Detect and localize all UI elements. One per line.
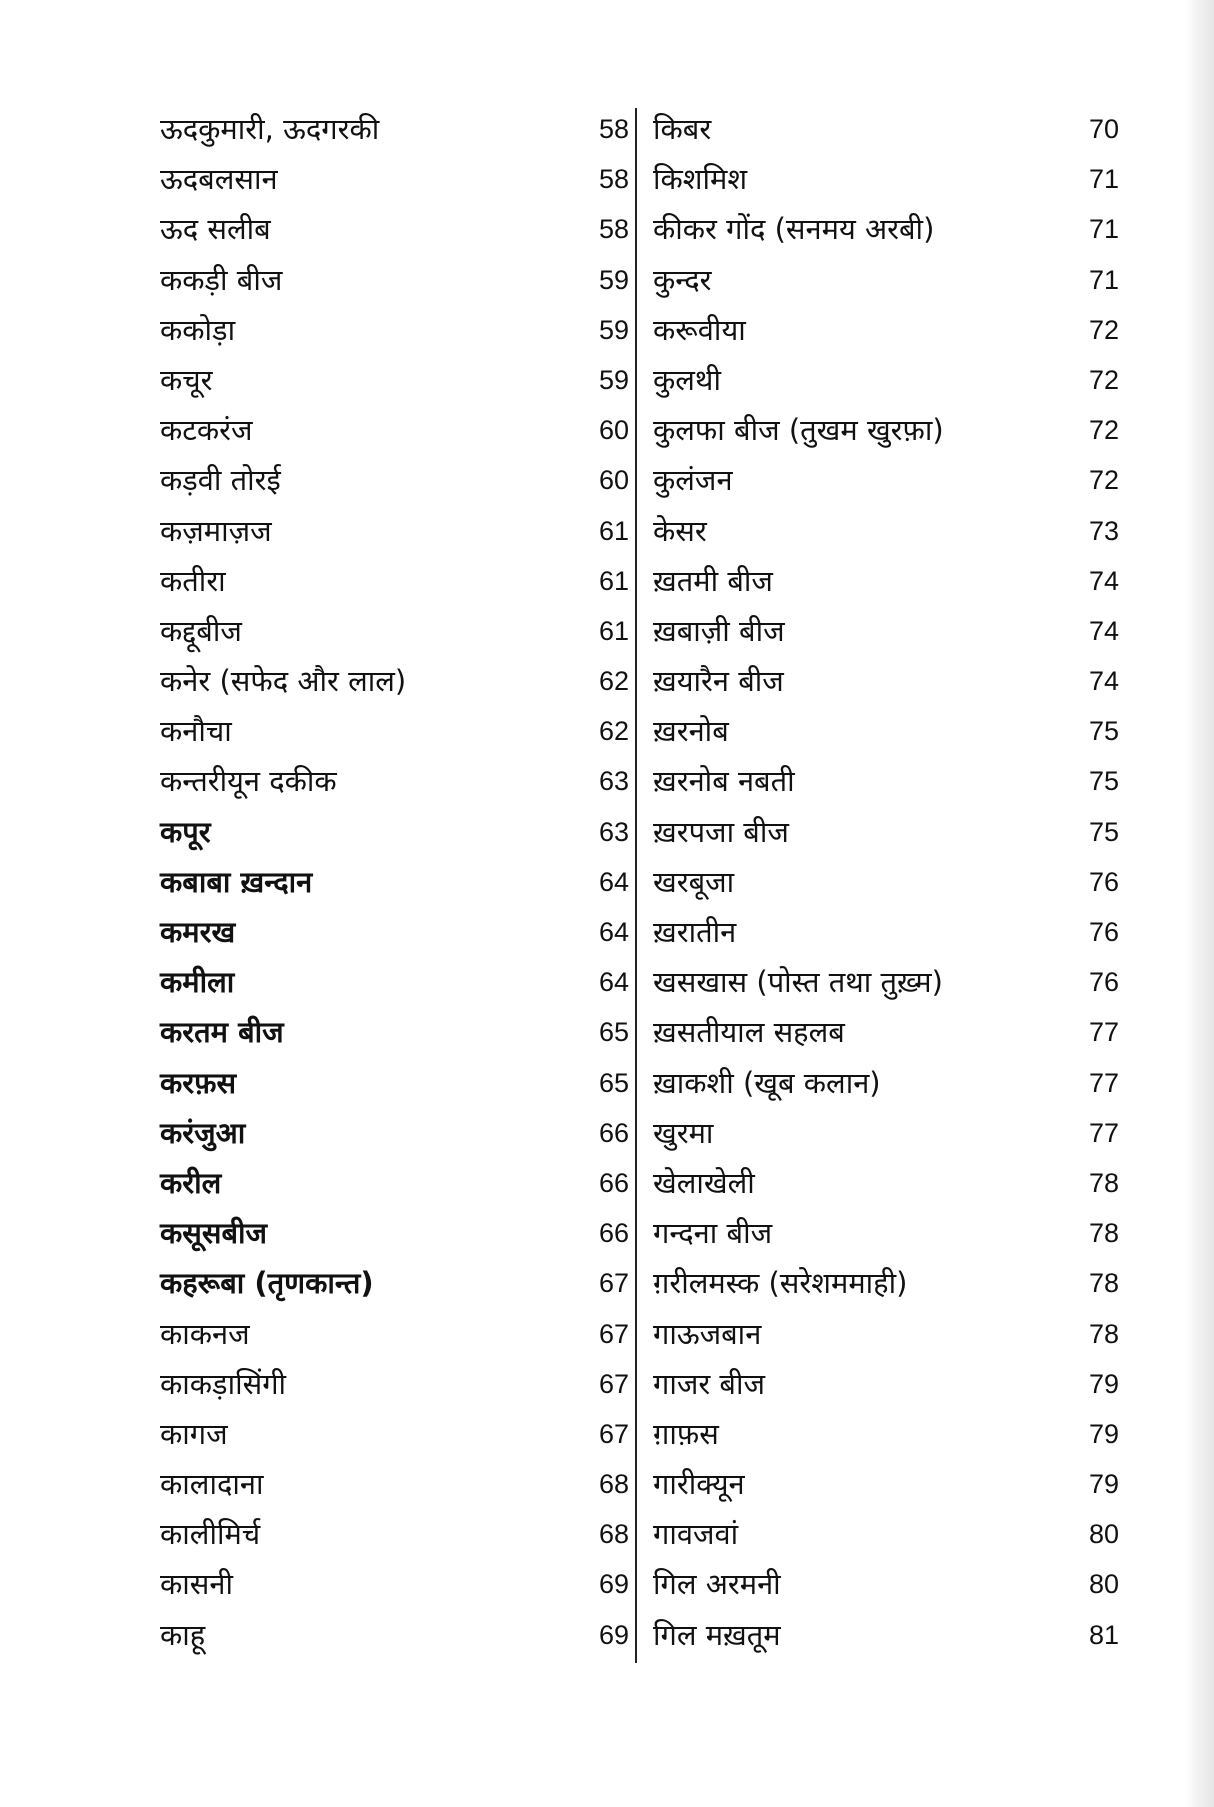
right-page-number: 79 bbox=[1088, 1368, 1119, 1399]
left-term: कड़वी तोरई bbox=[160, 463, 281, 498]
left-term: कटकरंज bbox=[160, 413, 253, 448]
right-term: ग़ाफ़स bbox=[653, 1416, 719, 1451]
right-term: ख़बाज़ी बीज bbox=[653, 613, 785, 648]
left-page-number: 66 bbox=[598, 1117, 629, 1148]
left-page-number: 61 bbox=[598, 515, 629, 546]
index-row bbox=[0, 1059, 1214, 1109]
right-term: ख़रनोब नबती bbox=[653, 764, 795, 799]
index-row bbox=[0, 1159, 1214, 1209]
right-page-number: 78 bbox=[1088, 1268, 1119, 1299]
right-page-number: 77 bbox=[1088, 1017, 1119, 1048]
index-row bbox=[0, 1310, 1214, 1360]
left-page-number: 69 bbox=[598, 1569, 629, 1600]
right-page-number: 72 bbox=[1088, 465, 1119, 496]
right-page-number: 79 bbox=[1088, 1418, 1119, 1449]
left-page-number: 61 bbox=[598, 565, 629, 596]
right-term: ख़ाकशी (खूब कलान) bbox=[653, 1065, 881, 1100]
left-term: ऊद सलीब bbox=[160, 212, 271, 247]
index-row bbox=[0, 356, 1214, 406]
right-page-number: 72 bbox=[1088, 314, 1119, 345]
index-row bbox=[0, 1560, 1214, 1610]
right-term: ख़रातीन bbox=[653, 915, 737, 949]
index-row bbox=[0, 808, 1214, 858]
right-term: गिल अरमनी bbox=[653, 1567, 781, 1602]
left-page-number: 62 bbox=[598, 666, 629, 697]
left-term: ऊदकुमारी, ऊदगरकी bbox=[160, 112, 380, 146]
right-term: कुन्दर bbox=[653, 262, 712, 297]
left-page-number: 68 bbox=[598, 1519, 629, 1550]
right-page-number: 71 bbox=[1088, 164, 1119, 195]
left-page-number: 64 bbox=[598, 967, 629, 998]
right-term: खसखास (पोस्त तथा तुख़्म) bbox=[653, 965, 943, 1000]
index-row bbox=[0, 205, 1214, 255]
right-term: केसर bbox=[653, 513, 707, 548]
left-page-number: 58 bbox=[598, 114, 629, 144]
left-page-number: 64 bbox=[598, 866, 629, 897]
left-term: कतीरा bbox=[160, 563, 226, 598]
left-page-number: 69 bbox=[598, 1619, 629, 1650]
left-term: कालादाना bbox=[160, 1467, 264, 1502]
left-term: कहरूबा (तृणकान्त) bbox=[160, 1266, 374, 1301]
right-page-number: 78 bbox=[1088, 1167, 1119, 1198]
right-page-number: 74 bbox=[1088, 666, 1119, 697]
left-page-number: 65 bbox=[598, 1067, 629, 1098]
right-term: गन्दना बीज bbox=[653, 1216, 773, 1251]
left-page-number: 66 bbox=[598, 1167, 629, 1198]
left-page-number: 58 bbox=[598, 214, 629, 245]
left-page-number: 59 bbox=[598, 264, 629, 295]
index-row bbox=[0, 1008, 1214, 1058]
right-page-number: 78 bbox=[1088, 1318, 1119, 1349]
left-page-number: 60 bbox=[598, 465, 629, 496]
index-row bbox=[0, 958, 1214, 1008]
left-page-number: 63 bbox=[598, 816, 629, 847]
right-term: खेलाखेली bbox=[653, 1165, 755, 1200]
left-page-number: 61 bbox=[598, 615, 629, 646]
index-row bbox=[0, 1611, 1214, 1661]
column-divider bbox=[635, 108, 637, 1663]
right-term: किशमिश bbox=[653, 162, 748, 197]
left-term: कज़माज़ज bbox=[160, 513, 272, 548]
index-row bbox=[0, 1510, 1214, 1560]
right-term: कुलथी bbox=[653, 362, 721, 397]
left-page-number: 62 bbox=[598, 716, 629, 747]
right-term: कुलफा बीज (तुखम खुरफ़ा) bbox=[653, 413, 944, 448]
right-term: खरबूजा bbox=[653, 864, 735, 899]
left-term: करंजुआ bbox=[160, 1115, 246, 1150]
right-page-number: 80 bbox=[1088, 1519, 1119, 1550]
index-list bbox=[0, 105, 1214, 1661]
index-row bbox=[0, 757, 1214, 807]
right-page-number: 76 bbox=[1088, 967, 1119, 998]
left-page-number: 67 bbox=[598, 1368, 629, 1399]
left-term: कमरख bbox=[160, 915, 236, 949]
right-page-number: 76 bbox=[1088, 917, 1119, 947]
index-row bbox=[0, 1460, 1214, 1510]
left-page-number: 59 bbox=[598, 314, 629, 345]
right-term: गारीक्यून bbox=[653, 1467, 745, 1502]
left-page-number: 63 bbox=[598, 766, 629, 797]
right-page-number: 77 bbox=[1088, 1067, 1119, 1098]
left-term: करफ़स bbox=[160, 1065, 237, 1100]
right-term: ख़सतीयाल सहलब bbox=[653, 1015, 845, 1050]
left-term: कासनी bbox=[160, 1567, 233, 1602]
right-page-number: 75 bbox=[1088, 816, 1119, 847]
right-term: ख़यारैन बीज bbox=[653, 664, 784, 699]
left-term: कसूसबीज bbox=[160, 1216, 268, 1251]
right-term: किबर bbox=[653, 112, 712, 146]
right-term: ग़रीलमस्क (सरेशममाही) bbox=[653, 1266, 908, 1301]
right-term: गाजर बीज bbox=[653, 1366, 766, 1401]
left-term: कन्तरीयून दकीक bbox=[160, 764, 337, 799]
left-term: कनौचा bbox=[160, 714, 232, 749]
index-row bbox=[0, 306, 1214, 356]
index-row bbox=[0, 1259, 1214, 1309]
left-page-number: 67 bbox=[598, 1318, 629, 1349]
index-row bbox=[0, 406, 1214, 456]
right-page-number: 71 bbox=[1088, 264, 1119, 295]
right-page-number: 74 bbox=[1088, 615, 1119, 646]
left-term: कागज bbox=[160, 1416, 228, 1451]
right-term: गाऊजबान bbox=[653, 1316, 762, 1351]
right-term: कीकर गोंद (सनमय अरबी) bbox=[653, 212, 935, 247]
right-page-number: 79 bbox=[1088, 1469, 1119, 1500]
right-term: करूवीया bbox=[653, 312, 746, 347]
left-term: काकनज bbox=[160, 1316, 250, 1351]
left-page-number: 58 bbox=[598, 164, 629, 195]
index-row bbox=[0, 858, 1214, 908]
right-page-number: 81 bbox=[1088, 1619, 1119, 1650]
right-page-number: 76 bbox=[1088, 866, 1119, 897]
left-page-number: 60 bbox=[598, 415, 629, 446]
left-term: ककड़ी बीज bbox=[160, 262, 283, 297]
right-page-number: 75 bbox=[1088, 766, 1119, 797]
right-page-number: 73 bbox=[1088, 515, 1119, 546]
index-row bbox=[0, 105, 1214, 155]
left-term: करतम बीज bbox=[160, 1015, 284, 1050]
right-term: ख़रनोब bbox=[653, 714, 729, 749]
right-term: गावजवां bbox=[653, 1517, 739, 1552]
left-page-number: 67 bbox=[598, 1418, 629, 1449]
left-page-number: 64 bbox=[598, 917, 629, 947]
left-page-number: 59 bbox=[598, 364, 629, 395]
left-page-number: 68 bbox=[598, 1469, 629, 1500]
left-term: ककोड़ा bbox=[160, 312, 236, 347]
index-row bbox=[0, 507, 1214, 557]
left-term: करील bbox=[160, 1165, 222, 1200]
right-page-number: 72 bbox=[1088, 415, 1119, 446]
index-row bbox=[0, 1360, 1214, 1410]
right-term: ख़रपजा बीज bbox=[653, 814, 789, 849]
right-page-number: 70 bbox=[1088, 114, 1119, 144]
left-page-number: 66 bbox=[598, 1218, 629, 1249]
right-term: कुलंजन bbox=[653, 463, 733, 498]
right-page-number: 74 bbox=[1088, 565, 1119, 596]
left-term: काकड़ासिंगी bbox=[160, 1366, 287, 1401]
right-term: खुरमा bbox=[653, 1115, 714, 1150]
right-page-number: 71 bbox=[1088, 214, 1119, 245]
right-page-number: 78 bbox=[1088, 1218, 1119, 1249]
left-term: कपूर bbox=[160, 814, 211, 849]
left-term: कबाबा ख़न्दान bbox=[160, 864, 313, 899]
right-page-number: 77 bbox=[1088, 1117, 1119, 1148]
index-row bbox=[0, 1109, 1214, 1159]
left-term: कमीला bbox=[160, 965, 235, 1000]
left-term: काहू bbox=[160, 1617, 206, 1652]
right-term: ख़तमी बीज bbox=[653, 563, 773, 598]
right-term: गिल मख़तूम bbox=[653, 1617, 781, 1652]
right-page-number: 75 bbox=[1088, 716, 1119, 747]
index-row bbox=[0, 1209, 1214, 1259]
index-row bbox=[0, 1410, 1214, 1460]
left-term: ऊदबलसान bbox=[160, 162, 278, 197]
left-term: कालीमिर्च bbox=[160, 1517, 261, 1552]
index-row bbox=[0, 607, 1214, 657]
right-page-number: 80 bbox=[1088, 1569, 1119, 1600]
index-row bbox=[0, 908, 1214, 958]
left-page-number: 65 bbox=[598, 1017, 629, 1048]
left-term: कचूर bbox=[160, 362, 213, 397]
left-term: कनेर (सफेद और लाल) bbox=[160, 664, 407, 699]
index-row bbox=[0, 557, 1214, 607]
index-row bbox=[0, 456, 1214, 506]
index-row bbox=[0, 657, 1214, 707]
right-page-number: 72 bbox=[1088, 364, 1119, 395]
index-row bbox=[0, 707, 1214, 757]
left-page-number: 67 bbox=[598, 1268, 629, 1299]
left-term: कद्दूबीज bbox=[160, 613, 242, 648]
index-row bbox=[0, 256, 1214, 306]
index-row bbox=[0, 155, 1214, 205]
